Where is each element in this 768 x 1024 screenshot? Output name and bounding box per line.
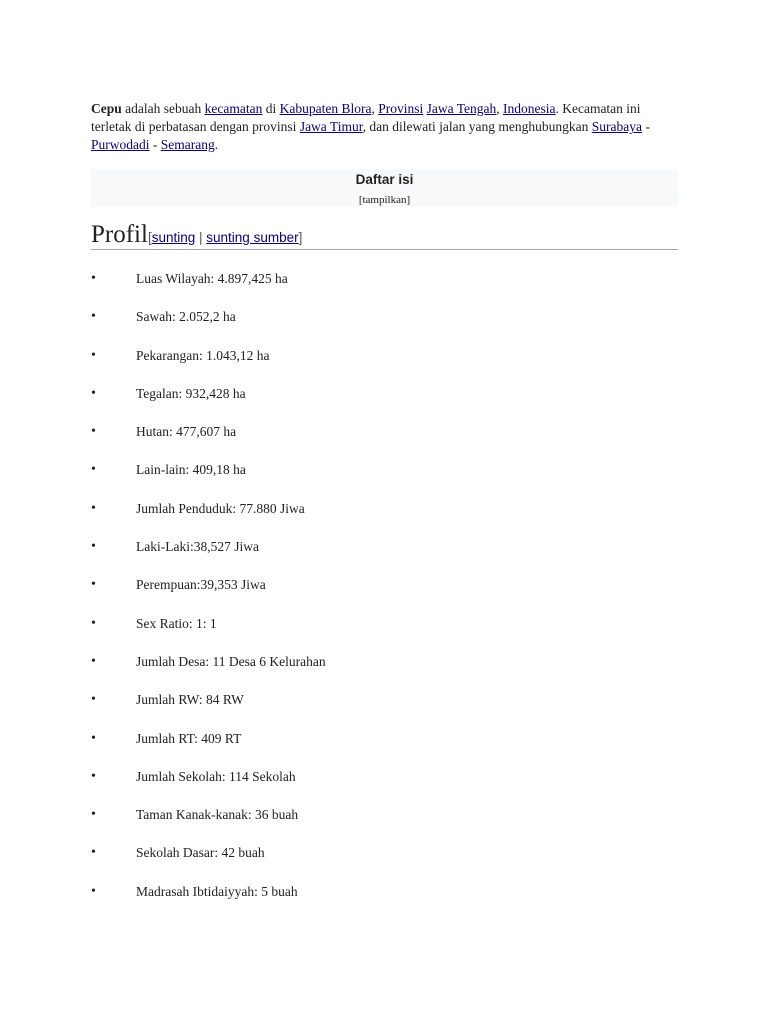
- section-title: Profil: [91, 221, 148, 248]
- list-item: [91, 345, 326, 383]
- bullet-icon: •: [91, 424, 96, 440]
- list-item: [91, 651, 326, 689]
- intro-separator: -: [641, 119, 650, 134]
- bullet-icon: •: [91, 807, 96, 823]
- bracket-close: ]: [298, 230, 303, 245]
- list-item: [91, 268, 326, 306]
- list-item-text: Sekolah Dasar: 42 buah: [136, 845, 265, 861]
- list-item-text: Jumlah Desa: 11 Desa 6 Kelurahan: [136, 653, 326, 669]
- bullet-icon: •: [91, 730, 96, 746]
- intro-text: di: [262, 101, 280, 116]
- bullet-icon: •: [91, 692, 96, 708]
- intro-separator: -: [149, 137, 161, 152]
- list-item-text: Taman Kanak-kanak: 36 buah: [136, 807, 299, 823]
- bullet-icon: •: [91, 615, 96, 631]
- link-purwodadi[interactable]: Purwodadi: [91, 137, 150, 152]
- link-indonesia[interactable]: Indonesia: [502, 101, 556, 116]
- link-surabaya[interactable]: Surabaya: [591, 119, 642, 134]
- intro-paragraph: [91, 100, 681, 154]
- list-item: [91, 613, 326, 651]
- list-item-text: Hutan: 477,607 ha: [136, 424, 237, 440]
- list-item: [91, 574, 326, 612]
- list-item: [91, 421, 326, 459]
- edit-separator: |: [195, 230, 207, 245]
- edit-link[interactable]: sunting: [151, 230, 196, 245]
- list-item-text: Jumlah Penduduk: 77.880 Jiwa: [136, 500, 305, 516]
- list-item-text: Pekarangan: 1.043,12 ha: [136, 347, 270, 363]
- bullet-icon: •: [91, 347, 96, 363]
- bullet-icon: •: [91, 309, 96, 325]
- list-item-text: Sawah: 2.052,2 ha: [136, 309, 236, 325]
- list-item: [91, 498, 326, 536]
- article-subject: Cepu: [91, 101, 122, 116]
- bullet-icon: •: [91, 500, 96, 516]
- list-item-text: Jumlah RT: 409 RT: [136, 730, 242, 746]
- bullet-icon: •: [91, 385, 96, 401]
- table-of-contents: [91, 169, 678, 207]
- list-item-text: Lain-lain: 409,18 ha: [136, 462, 246, 478]
- list-item: [91, 689, 326, 727]
- list-item-text: Laki-Laki:38,527 Jiwa: [136, 539, 259, 555]
- bullet-icon: •: [91, 768, 96, 784]
- list-item: [91, 536, 326, 574]
- intro-text: .: [214, 137, 219, 152]
- link-kabupaten-blora[interactable]: Kabupaten Blora: [279, 101, 372, 116]
- edit-source-link[interactable]: sunting sumber: [206, 230, 299, 245]
- link-kecamatan[interactable]: kecamatan: [204, 101, 263, 116]
- link-provinsi[interactable]: Provinsi: [378, 101, 424, 116]
- list-item: [91, 881, 326, 919]
- bullet-icon: •: [91, 653, 96, 669]
- list-item-text: Perempuan:39,353 Jiwa: [136, 577, 266, 593]
- list-item: [91, 804, 326, 842]
- bullet-icon: •: [91, 539, 96, 555]
- list-item: [91, 383, 326, 421]
- link-semarang[interactable]: Semarang: [160, 137, 215, 152]
- intro-text: , dan dilewati jalan yang menghubungkan: [362, 119, 592, 134]
- list-item-text: Sex Ratio: 1: 1: [136, 615, 217, 631]
- list-item: [91, 306, 326, 344]
- list-item: [91, 728, 326, 766]
- list-item-text: Madrasah Ibtidaiyyah: 5 buah: [136, 883, 298, 899]
- bullet-icon: •: [91, 845, 96, 861]
- list-item-text: Jumlah RW: 84 RW: [136, 692, 244, 708]
- bullet-icon: •: [91, 462, 96, 478]
- intro-text: . Kecamatan ini terletak di perbatasan dengan provinsi: [91, 101, 641, 134]
- list-item-text: Tegalan: 932,428 ha: [136, 385, 246, 401]
- intro-separator: ,: [496, 101, 503, 116]
- bullet-icon: •: [91, 271, 96, 286]
- bullet-icon: •: [91, 577, 96, 593]
- bracket-open: [: [147, 230, 152, 245]
- list-item-text: Jumlah Sekolah: 114 Sekolah: [136, 768, 296, 784]
- list-item: [91, 766, 326, 804]
- link-jawa-timur[interactable]: Jawa Timur: [299, 119, 363, 134]
- intro-separator: ,: [371, 101, 379, 116]
- facts-list: [91, 268, 326, 919]
- intro-text: adalah sebuah: [121, 101, 205, 116]
- toc-toggle-link[interactable]: [tampilkan]: [358, 194, 411, 206]
- list-item-text: Luas Wilayah: 4.897,425 ha: [136, 271, 288, 286]
- edit-links: [148, 230, 302, 245]
- bullet-icon: •: [91, 883, 96, 899]
- section-heading: [91, 221, 678, 250]
- list-item: [91, 842, 326, 880]
- list-item: [91, 459, 326, 497]
- link-jawa-tengah[interactable]: Jawa Tengah: [426, 101, 497, 116]
- toc-title: Daftar isi: [355, 172, 414, 187]
